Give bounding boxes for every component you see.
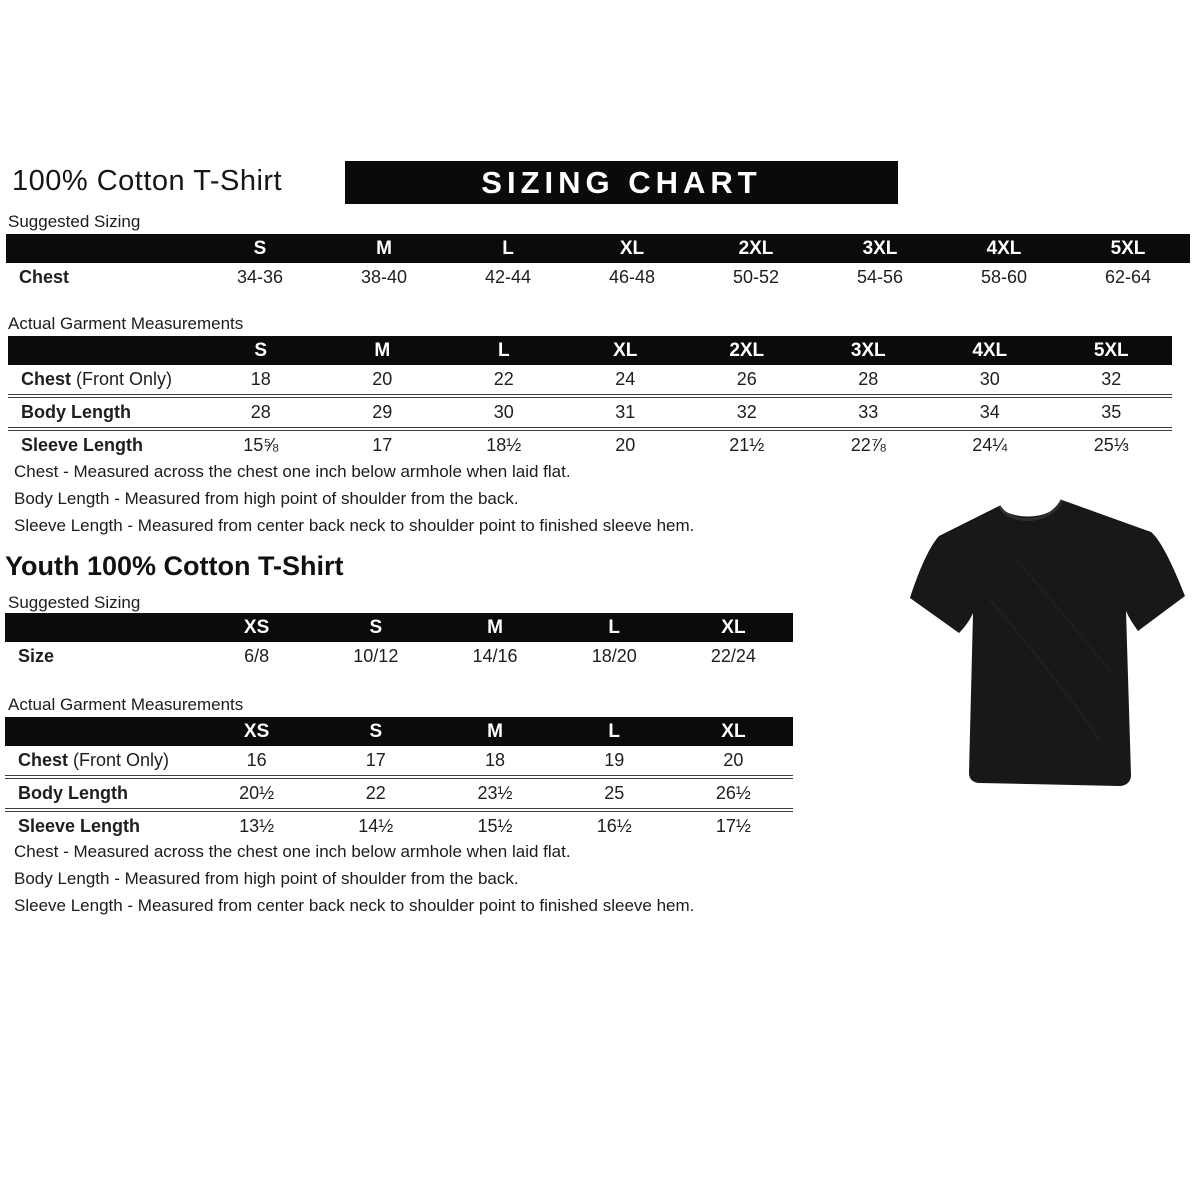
sizing-chart-banner-text: SIZING CHART [481,164,762,200]
column-header: L [608,616,621,638]
row-label-suffix: (Front Only) [68,750,170,770]
column-header: XL [613,339,638,361]
cell: 32 [736,402,757,422]
cell: 24¼ [972,435,1008,455]
column-header: 5XL [1110,237,1146,259]
youth-suggested-header-row [5,613,793,642]
row-label: Chest [18,750,69,770]
cell: 16 [246,750,267,770]
cell: 15⅝ [243,435,279,455]
row-label-suffix: (Front Only) [71,369,173,389]
cell: 20½ [239,783,275,803]
row-label: Sleeve Length [18,816,141,836]
cell: 33 [858,402,879,422]
column-header: 2XL [738,237,774,259]
column-header: 2XL [729,339,765,361]
row-label-cell [5,646,197,667]
cell: 13½ [239,816,275,836]
measurement-note: Chest - Measured across the chest one inch below armhole when laid flat. [14,842,571,861]
cell: 29 [372,402,393,422]
row-label: Body Length [18,783,128,803]
cell: 22 [493,369,514,389]
cell: 24 [615,369,636,389]
cell: 50-52 [732,267,780,287]
cell: 23½ [477,783,513,803]
column-header: L [502,237,514,259]
table-row [8,431,1172,460]
adult-actual-label: Actual Garment Measurements [8,314,244,333]
youth-suggested-table [5,613,793,671]
adult-actual-header-row [8,336,1172,365]
cell: 31 [615,402,636,422]
row-label-cell [8,369,200,390]
cell: 22 [365,783,386,803]
row-label-cell [8,435,200,456]
table-row [5,779,793,812]
row-label: Sleeve Length [21,435,144,455]
row-label: Chest [21,369,72,389]
youth-suggested-label: Suggested Sizing [8,593,141,612]
black-tshirt-image [890,480,1200,800]
cell: 26½ [715,783,751,803]
cell: 22/24 [710,646,756,666]
column-header: M [376,237,392,259]
cell: 22⅞ [850,435,886,455]
cell: 25 [604,783,625,803]
cell: 28 [858,369,879,389]
column-header: XL [619,237,645,259]
column-header: 4XL [986,237,1022,259]
cell: 32 [1101,369,1122,389]
column-header: S [369,616,383,638]
column-header: L [497,339,510,361]
cell: 20 [615,435,636,455]
cell: 34 [979,402,1000,422]
cell: 19 [604,750,625,770]
table-row [5,746,793,779]
row-label-cell [5,816,197,837]
table-row [8,398,1172,431]
cell: 14/16 [472,646,518,666]
table-row [5,812,793,841]
table-row [8,365,1172,398]
column-header: S [253,237,267,259]
cell: 18½ [486,435,522,455]
youth-actual-label: Actual Garment Measurements [8,695,244,714]
cell: 21½ [729,435,765,455]
column-header: M [487,720,503,742]
cell: 20 [723,750,744,770]
cell: 14½ [358,816,394,836]
youth-section-title: Youth 100% Cotton T-Shirt [5,551,344,581]
adult-actual-table [8,336,1172,460]
measurement-note: Sleeve Length - Measured from center back neck to shoulder point to finished sleeve hem. [14,516,695,535]
cell: 38-40 [360,267,408,287]
column-header: 4XL [972,339,1008,361]
youth-actual-table [5,717,793,841]
cell: 20 [372,369,393,389]
adult-suggested-header-row [6,234,1190,263]
column-header: 3XL [850,339,886,361]
row-label: Size [18,646,55,666]
table-row [5,642,793,671]
sizing-chart-banner [345,161,898,204]
row-label: Body Length [21,402,131,422]
cell: 46-48 [608,267,656,287]
adult-measurement-notes [14,463,694,544]
cell: 17 [365,750,386,770]
cell: 58-60 [980,267,1028,287]
column-header: S [369,720,383,742]
adult-suggested-table [6,234,1190,292]
cell: 16½ [596,816,632,836]
column-header: XL [721,720,746,742]
cell: 35 [1101,402,1122,422]
cell: 34-36 [236,267,284,287]
youth-measurement-notes [14,843,694,924]
measurement-note: Body Length - Measured from high point of shoulder from the back. [14,869,519,888]
column-header: XS [243,616,270,638]
cell: 25⅓ [1093,435,1129,455]
cell: 62-64 [1104,267,1152,287]
measurement-note: Chest - Measured across the chest one inch below armhole when laid flat. [14,462,571,481]
cell: 10/12 [353,646,399,666]
column-header: S [254,339,268,361]
cell: 18 [250,369,271,389]
cell: 18/20 [591,646,637,666]
measurement-note: Body Length - Measured from high point of shoulder from the back. [14,489,519,508]
cell: 17½ [715,816,751,836]
cell: 30 [493,402,514,422]
measurement-note: Sleeve Length - Measured from center back neck to shoulder point to finished sleeve hem. [14,896,695,915]
table-row [6,263,1190,292]
cell: 17 [372,435,393,455]
adult-suggested-label: Suggested Sizing [8,212,141,231]
row-label-cell [5,750,197,771]
page-title: 100% Cotton T-Shirt [12,165,283,197]
column-header: M [374,339,391,361]
youth-actual-header-row [5,717,793,746]
cell: 54-56 [856,267,904,287]
column-header: M [487,616,503,638]
cell: 30 [979,369,1000,389]
cell: 15½ [477,816,513,836]
row-label-cell [6,267,198,288]
column-header: XL [721,616,746,638]
cell: 26 [736,369,757,389]
row-label-cell [5,783,197,804]
cell: 6/8 [244,646,270,666]
column-header: L [608,720,621,742]
column-header: 3XL [862,237,898,259]
cell: 18 [484,750,506,770]
tshirt-body [910,500,1185,786]
cell: 42-44 [484,267,532,287]
column-header: XS [243,720,270,742]
column-header: 5XL [1093,339,1129,361]
cell: 28 [250,402,271,422]
row-label: Chest [19,267,70,287]
row-label-cell [8,402,200,423]
